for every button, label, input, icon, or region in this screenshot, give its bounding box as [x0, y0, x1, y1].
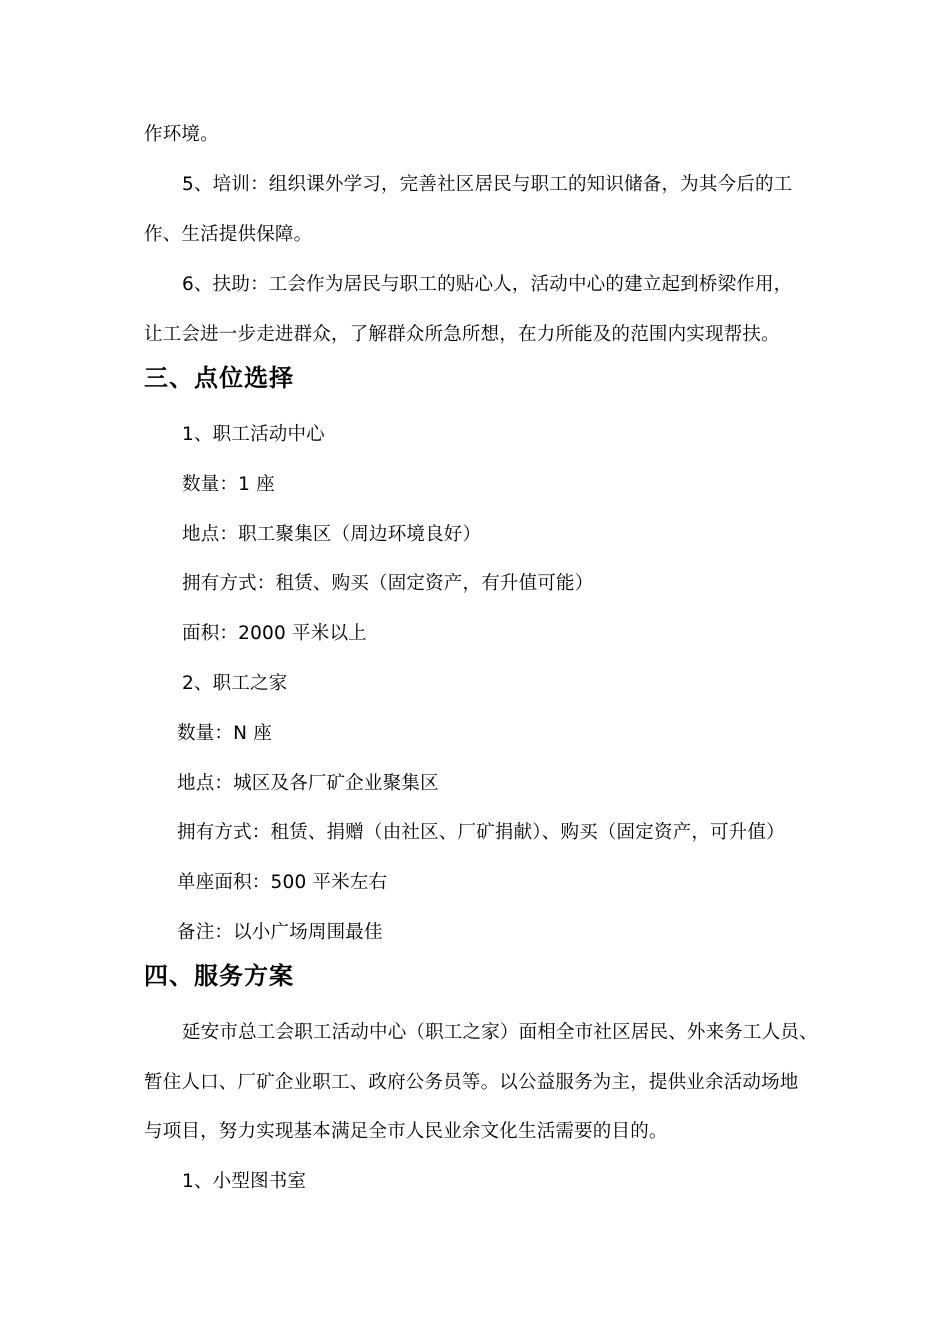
list-item-activity-center: 1、职工活动中心: [182, 424, 325, 445]
detail-quantity: 数量：1 座: [182, 474, 275, 495]
paragraph-text: 暂住人口、厂矿企业职工、政府公务员等。以公益服务为主，提供业余活动场地: [144, 1072, 799, 1093]
list-item-workers-home: 2、职工之家: [182, 673, 288, 694]
paragraph-text: 作环境。: [144, 124, 219, 145]
detail-area: 单座面积：500 平米左右: [177, 872, 388, 893]
paragraph-text: 作、生活提供保障。: [144, 224, 313, 245]
detail-note: 备注：以小广场周围最佳: [177, 922, 383, 943]
detail-location: 地点：城区及各厂矿企业聚集区: [177, 773, 439, 794]
section-heading-site-selection: 三、点位选择: [144, 364, 294, 392]
list-item-assistance: 6、扶助：工会作为居民与职工的贴心人，活动中心的建立起到桥梁作用，: [182, 274, 793, 295]
paragraph-text: 让工会进一步走进群众，了解群众所急所想，在力所能及的范围内实现帮扶。: [144, 324, 780, 345]
list-item-training: 5、培训：组织课外学习，完善社区居民与职工的知识储备，为其今后的工: [182, 174, 793, 195]
detail-ownership: 拥有方式：租赁、购买（固定资产，有升值可能）: [182, 573, 594, 594]
list-item-library: 1、小型图书室: [182, 1171, 307, 1192]
detail-ownership: 拥有方式：租赁、捐赠（由社区、厂矿捐献）、购买（固定资产，可升值）: [177, 822, 785, 843]
detail-area: 面积：2000 平米以上: [182, 623, 367, 644]
paragraph-text: 与项目，努力实现基本满足全市人民业余文化生活需要的目的。: [144, 1121, 668, 1142]
detail-location: 地点：职工聚集区（周边环境良好）: [182, 524, 482, 545]
detail-quantity: 数量：N 座: [177, 723, 272, 744]
paragraph-text: 延安市总工会职工活动中心（职工之家）面相全市社区居民、外来务工人员、: [182, 1022, 818, 1043]
section-heading-service-plan: 四、服务方案: [144, 962, 294, 990]
